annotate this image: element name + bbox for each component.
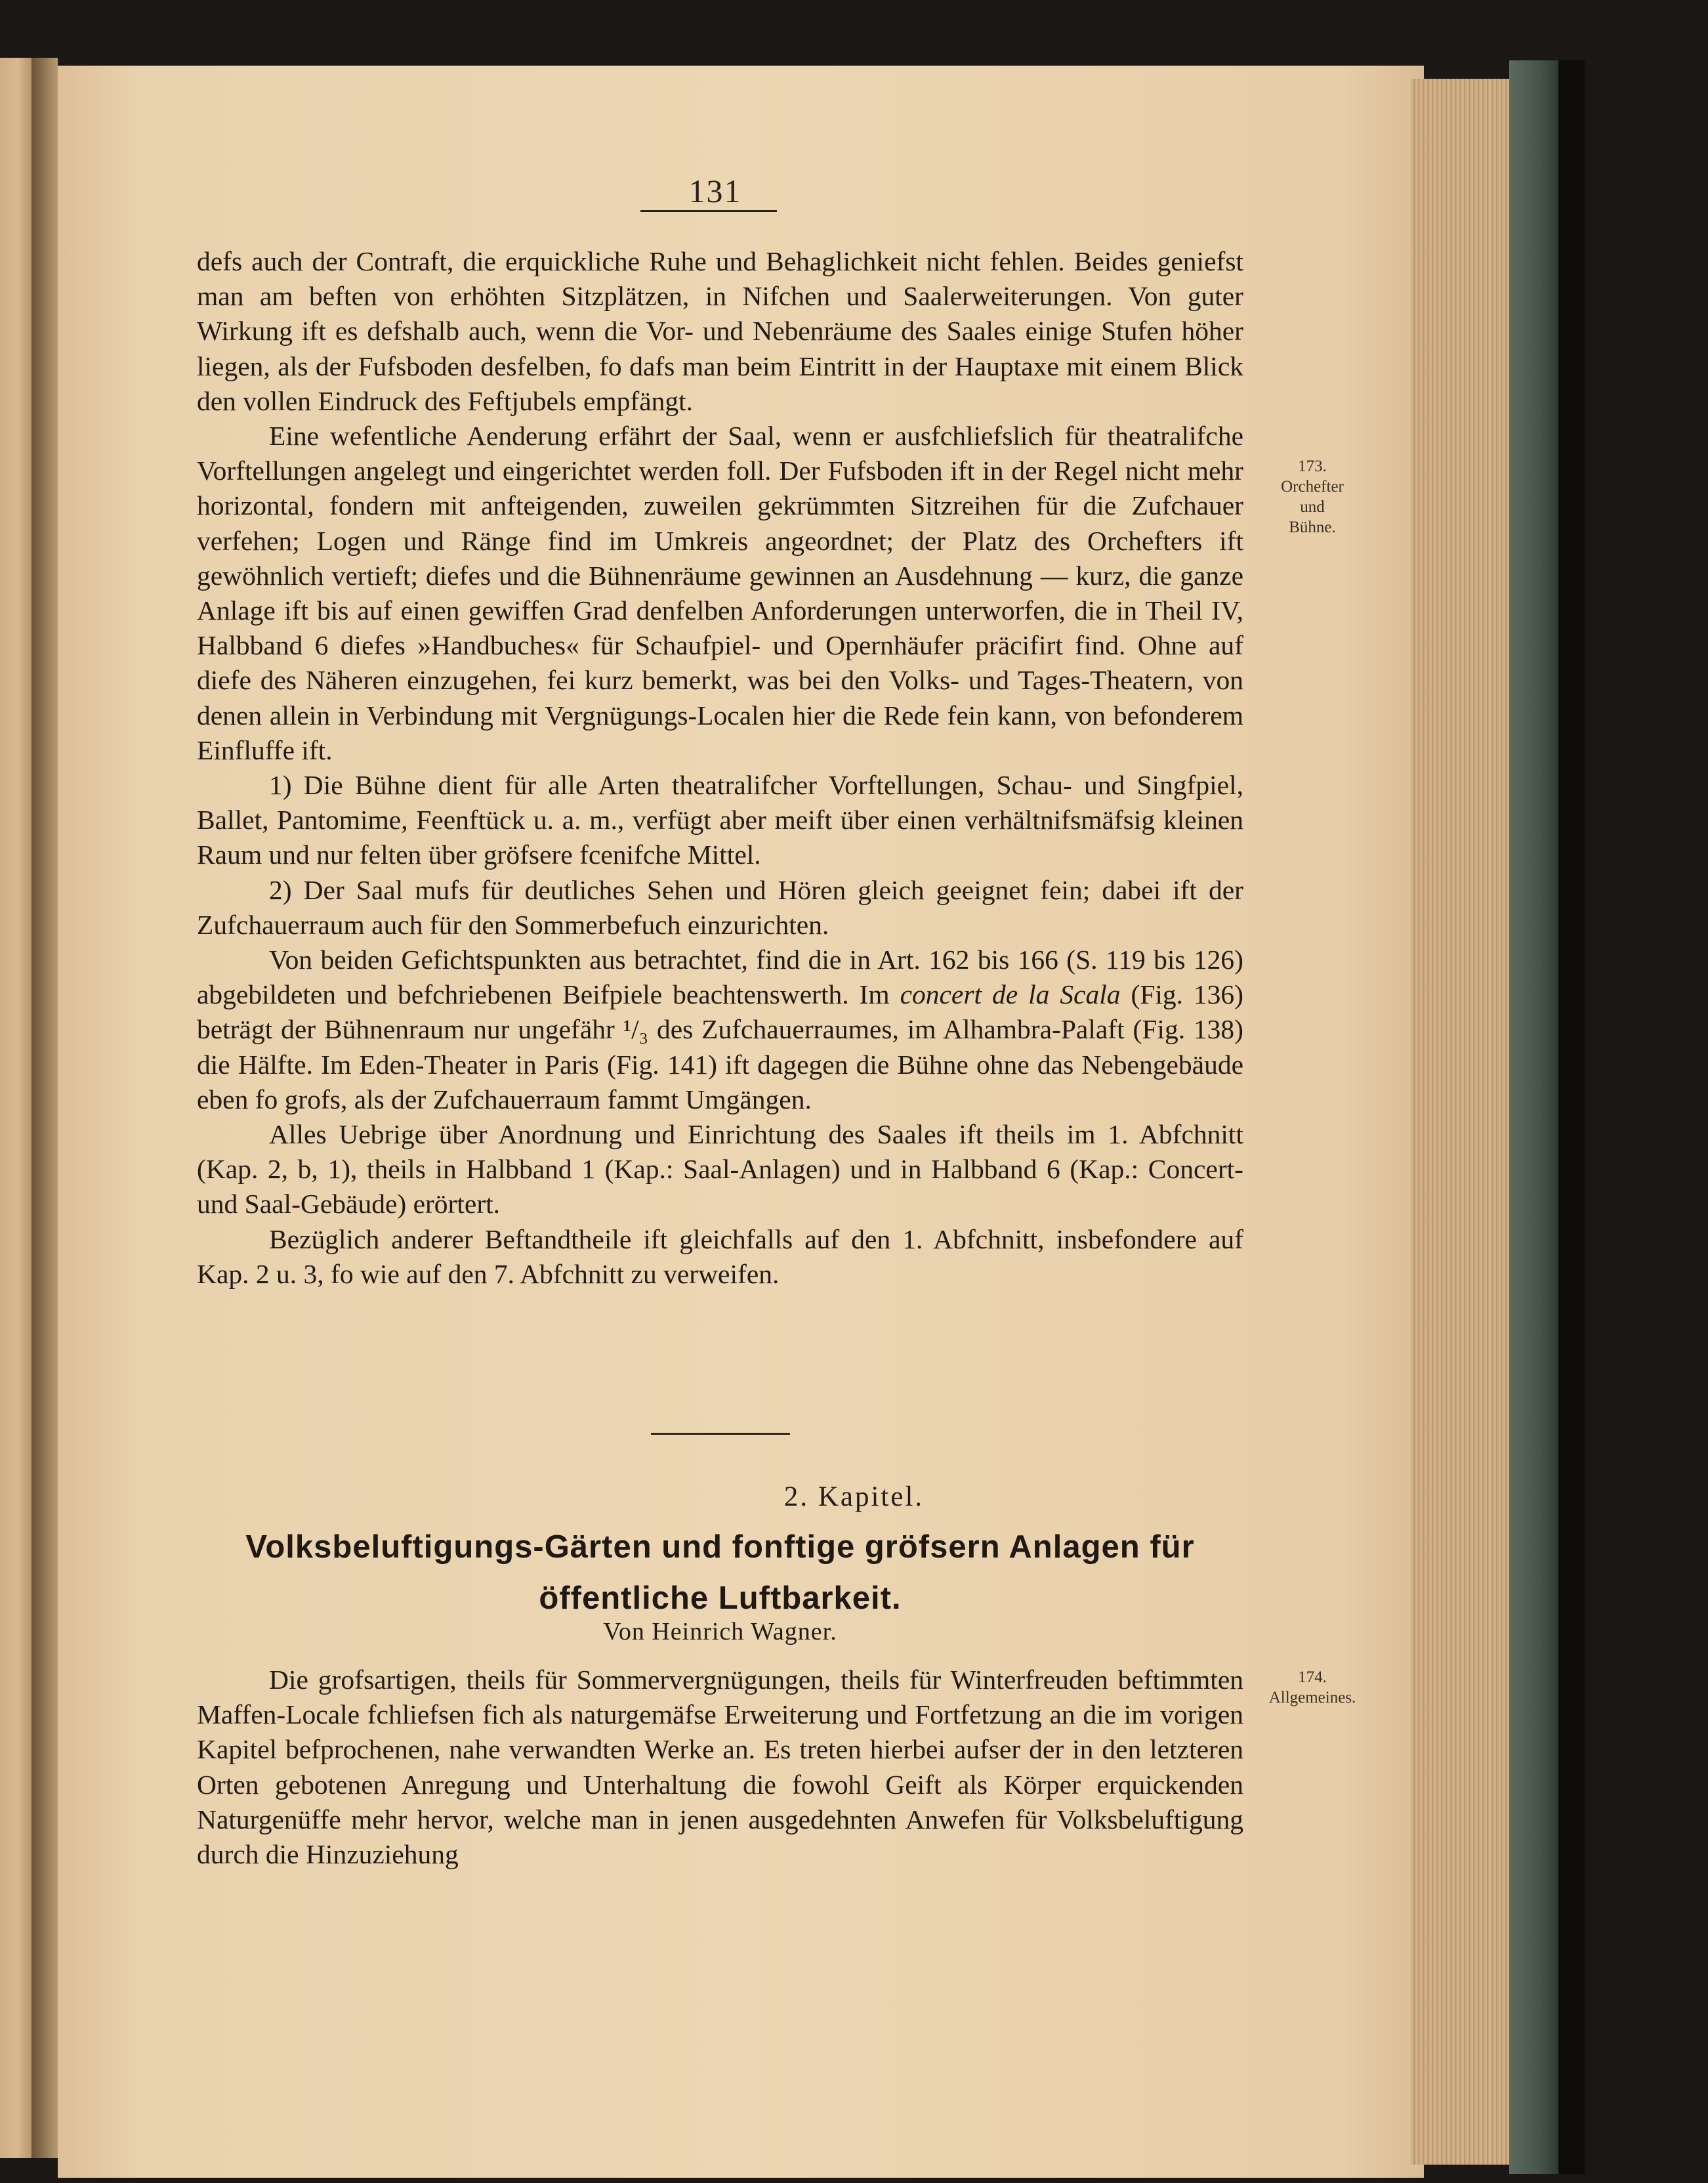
- paragraph-6: Alles Uebrige über Anordnung und Einrichtung des Saales ift theils im 1. Abfchnitt (Kap. 2, b, 1), theils in Halbband 1 (Kap.: Saal-Anlagen) und in Halbband 6 (Kap.: Concert- und Saal-Gebäude) erörtert.: [197, 1119, 1243, 1219]
- margin-note-line: und: [1300, 498, 1325, 516]
- paragraph-7: Bezüglich anderer Beftandtheile ift gleichfalls auf den 1. Abfchnitt, insbefondere auf Kap. 2 u. 3, fo wie auf den 7. Abfchnitt zu verweifen.: [197, 1223, 1243, 1289]
- margin-note-line: Allgemeines.: [1268, 1689, 1356, 1706]
- margin-note-number: 173.: [1298, 457, 1327, 475]
- section-divider: [651, 1433, 790, 1435]
- body-text-bottom: [197, 1663, 1243, 1872]
- book-spine-shadow: [31, 58, 58, 2158]
- left-page-edge: [0, 58, 31, 2158]
- body-text-top: [197, 244, 1243, 1292]
- margin-note-174: [1253, 1667, 1371, 1708]
- chapter-author: Von Heinrich Wagner.: [603, 1618, 837, 1645]
- page-number-rule: [640, 210, 777, 212]
- paragraph-5: [197, 943, 1243, 1117]
- paragraph-5-pre: Von beiden Gefichtspunkten aus betrachtet, find die in Art. 162 bis 166 (S. 119 bis 126) abgebildeten und befchriebenen Beifpiele beachtenswerth. Im: [197, 944, 1243, 1010]
- paragraph-8: Die grofsartigen, theils für Sommervergnügungen, theils für Winterfreuden beftimmten Maffen-Locale fchliefsen fich als naturgemäfse Erweiterung und Fortfetzung an die im vorigen Kapitel befprochenen, nahe verwandten Werke an. Es treten hierbei aufser der in den letzteren Orten gebotenen Anregung und Unterhaltung die fowohl Geift als Körper erquickenden Naturgenüffe mehr hervor, welche man in jenen ausgedehnten Anwefen für Volksbeluftigung durch die Hinzuziehung: [197, 1664, 1243, 1870]
- chapter-title-line-1: Volksbeluftigungs-Gärten und fonftige gröfsern Anlagen für: [245, 1529, 1195, 1565]
- margin-note-173: [1253, 456, 1371, 538]
- paragraph-5-italic: concert de la Scala: [900, 979, 1121, 1010]
- book-cover: [1509, 60, 1558, 2174]
- margin-note-number: 174.: [1298, 1668, 1327, 1686]
- chapter-title: [197, 1521, 1243, 1624]
- margin-note-line: Bühne.: [1289, 519, 1336, 536]
- chapter-title-line-2: öffentliche Luftbarkeit.: [539, 1580, 902, 1616]
- paragraph-3: 1) Die Bühne dient für alle Arten theatralifcher Vorftellungen, Schau- und Singfpiel, Ballet, Pantomime, Feenftück u. a. m., verfügt aber meift über einen verhältnifsmäfsig kleinen Raum und nur felten über gröfsere fcenifche Mittel.: [197, 770, 1243, 870]
- margin-note-line: Orchefter: [1281, 478, 1344, 496]
- background-edge: [1558, 60, 1585, 2174]
- paragraph-5-post: (Fig. 136) beträgt der Bühnenraum nur ungefähr ¹/₃ des Zufchauerraumes, im Alhambra-Palaft (Fig. 138) die Hälfte. Im Eden-Theater in Paris (Fig. 141) ift dagegen die Bühne ohne das Nebengebäude eben fo grofs, als der Zufchauerraum fammt Umgängen.: [197, 979, 1243, 1114]
- page-edges: [1411, 79, 1522, 2165]
- paragraph-2: Eine wefentliche Aenderung erfährt der Saal, wenn er ausfchliefslich für theatralifche Vorftellungen angelegt und eingerichtet werden foll. Der Fufsboden ift in der Regel nicht mehr horizontal, fondern mit anfteigenden, zuweilen gekrümmten Sitzreihen für die Zufchauer verfehen; Logen und Ränge find im Umkreis angeordnet; der Platz des Orchefters ift gewöhnlich vertieft; diefes und die Bühnenräume gewinnen an Ausdehnung — kurz, die ganze Anlage ift bis auf einen gewiffen Grad denfelben Anforderungen unterworfen, die in Theil IV, Halbband 6 diefes »Handbuches« für Schaufpiel- und Opernhäufer präcifirt find. Ohne auf diefe des Näheren einzugehen, fei kurz bemerkt, was bei den Volks- und Tages-Theatern, von denen allein in Verbindung mit Vergnügungs-Localen hier die Rede fein kann, von befonderem Einfluffe ift.: [197, 421, 1243, 765]
- page-number: 131: [688, 173, 742, 209]
- paragraph-4: 2) Der Saal mufs für deutliches Sehen und Hören gleich geeignet fein; dabei ift der Zufchauerraum auch für den Sommerbefuch einzurichten.: [197, 874, 1243, 940]
- chapter-label: 2. Kapitel.: [783, 1481, 925, 1512]
- paragraph-1: defs auch der Contraft, die erquickliche Ruhe und Behaglichkeit nicht fehlen. Beides geniefst man am beften von erhöhten Sitzplätzen, in Nifchen und Saalerweiterungen. Von guter Wirkung ift es defshalb auch, wenn die Vor- und Nebenräume des Saales einige Stufen höher liegen, als der Fufsboden desfelben, fo dafs man beim Eintritt in der Hauptaxe mit einem Blick den vollen Eindruck des Feftjubels empfängt.: [197, 246, 1243, 416]
